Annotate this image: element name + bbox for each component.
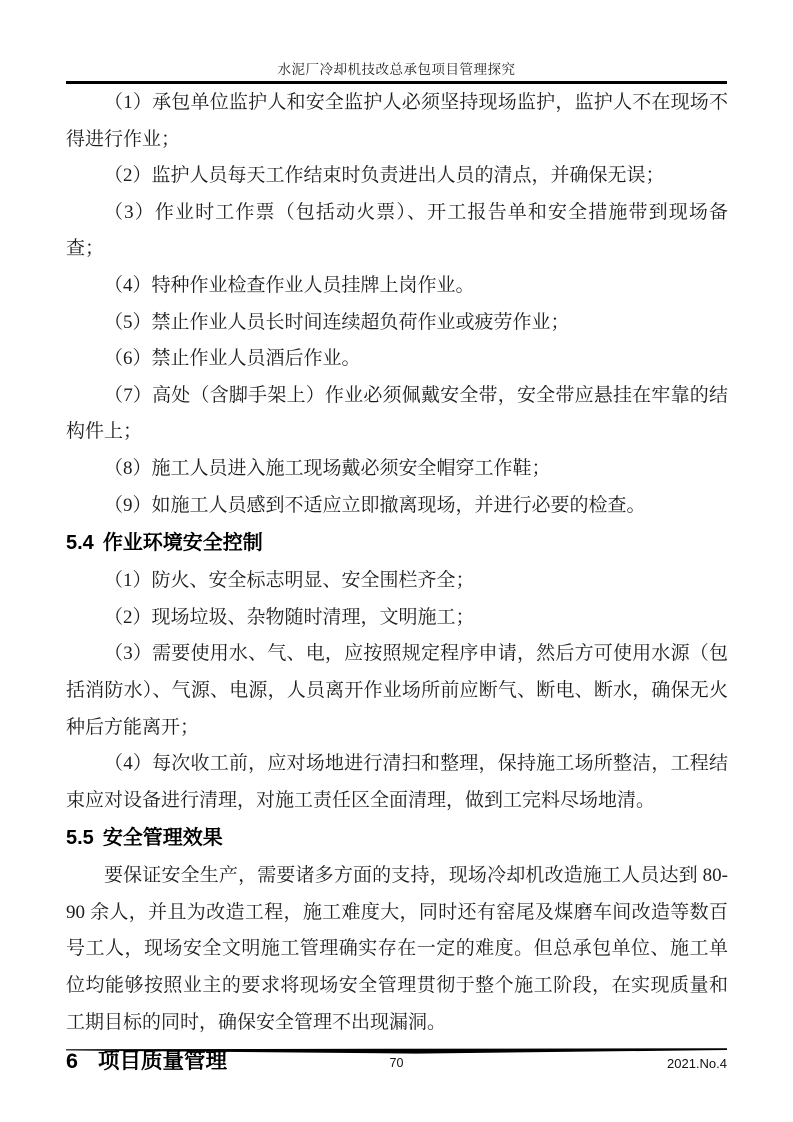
list-item: （1）承包单位监护人和安全监护人必须坚持现场监护，监护人不在现场不得进行作业； [66,92,728,150]
footer-divider [66,1047,727,1055]
list-item: （4）特种作业检查作业人员挂牌上岗作业。 [104,274,475,296]
section-number: 6 [66,1049,78,1074]
list-item: （3）需要使用水、气、电，应按照规定程序申请，然后方可使用水源（包括消防水）、气源、电源，人员离开作业场所前应断气、断电、断水，确保无火种后方能离开； [66,643,728,738]
list-item: （1）防火、安全标志明显、安全围栏齐全； [104,570,475,592]
list-item: （2）现场垃圾、杂物随时清理，文明施工； [104,606,475,628]
list-item: （2）监护人员每天工作结束时负责进出人员的清点，并确保无误； [104,165,665,187]
list-item: （6）禁止作业人员酒后作业。 [104,348,361,370]
header-title: 水泥厂冷却机技改总承包项目管理探究 [277,62,516,77]
list-item: （9）如施工人员感到不适应立即撤离现场，并进行必要的检查。 [104,494,646,516]
body-paragraph: 要保证安全生产，需要诸多方面的支持，现场冷却机改造施工人员达到 80-90 余人，并且为改造工程，施工难度大，同时还有窑尾及煤磨车间改造等数百号工人，现场安全文明施工管理确实存在一定的难度。但总承包单位、施工单位均能够按照业主的要求将现场安全管理贯彻于整个施工阶段，在实现质量和工期目标的同时，确保安全管理不出现漏洞。 [66,865,728,1033]
list-item: （5）禁止作业人员长时间连续超负荷作业或疲劳作业； [104,311,570,333]
issue-number: 2021.No.4 [667,1056,727,1071]
list-item: （4）每次收工前，应对场地进行清扫和整理，保持施工场所整洁，工程结束应对设备进行清理，对施工责任区全面清理，做到工完料尽场地清。 [66,753,728,811]
section-title: 安全管理效果 [102,827,223,850]
section-number: 5.4 [66,532,94,555]
header-rule [66,81,727,84]
document-body [66,85,728,1081]
section-heading-5-5 [66,820,728,857]
list-item: （3）作业时工作票（包括动火票）、开工报告单和安全措施带到现场备查； [66,201,728,260]
section-number: 5.5 [66,827,94,850]
page-number: 70 [389,1056,404,1070]
list-item: （8）施工人员进入施工现场戴必须安全帽穿工作鞋； [104,457,551,479]
section-heading-5-4 [66,525,728,562]
section-title: 作业环境安全控制 [102,532,263,555]
section-title: 项目质量管理 [97,1049,227,1074]
list-item: （7）高处（含脚手架上）作业必须佩戴安全带，安全带应悬挂在牢靠的结构件上； [66,384,728,443]
